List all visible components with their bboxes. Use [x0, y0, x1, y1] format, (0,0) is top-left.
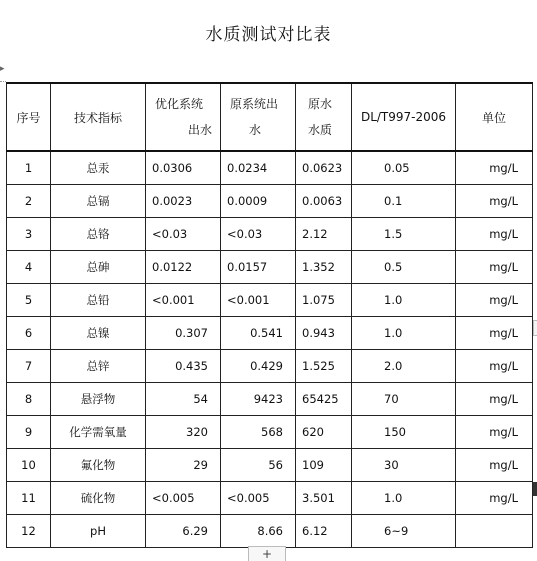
cell-unit[interactable]: mg/L	[456, 251, 533, 284]
cell-no[interactable]: 9	[7, 416, 51, 449]
cell-standard[interactable]: 150	[352, 416, 456, 449]
header-unit: 单位	[456, 83, 533, 151]
table-row[interactable]	[7, 449, 533, 482]
cell-unit[interactable]: mg/L	[456, 350, 533, 383]
cell-item[interactable]: 总锌	[51, 350, 146, 383]
cell-optimized[interactable]: 0.0122	[146, 251, 221, 284]
cell-raw[interactable]: 0.0623	[296, 151, 352, 185]
header-optimized-line1: 优化系统	[155, 97, 204, 111]
cell-optimized[interactable]: <0.03	[146, 218, 221, 251]
cell-optimized[interactable]: 0.0023	[146, 185, 221, 218]
cell-raw[interactable]: 109	[296, 449, 352, 482]
page-title: 水质测试对比表	[205, 25, 332, 45]
cell-raw[interactable]: 0.943	[296, 317, 352, 350]
table-row[interactable]	[7, 151, 533, 185]
cell-original[interactable]: 0.0234	[221, 151, 296, 185]
cell-original[interactable]: 0.0157	[221, 251, 296, 284]
cell-raw[interactable]: 1.525	[296, 350, 352, 383]
cell-no[interactable]: 4	[7, 251, 51, 284]
cell-standard[interactable]: 2.0	[352, 350, 456, 383]
header-raw	[296, 83, 352, 151]
add-row-button[interactable]: +	[248, 546, 286, 561]
cell-standard[interactable]: 1.0	[352, 482, 456, 515]
cell-original[interactable]: 0.0009	[221, 185, 296, 218]
cell-original[interactable]: 568	[221, 416, 296, 449]
cell-no[interactable]: 8	[7, 383, 51, 416]
table-row[interactable]	[7, 383, 533, 416]
cell-unit[interactable]: mg/L	[456, 218, 533, 251]
cell-no[interactable]: 2	[7, 185, 51, 218]
header-raw-line1: 原水	[308, 97, 333, 111]
cell-standard[interactable]: 1.0	[352, 284, 456, 317]
cell-unit[interactable]: mg/L	[456, 151, 533, 185]
cell-original[interactable]: 9423	[221, 383, 296, 416]
cell-raw[interactable]: 620	[296, 416, 352, 449]
cell-original[interactable]: <0.03	[221, 218, 296, 251]
cell-no[interactable]: 1	[7, 151, 51, 185]
cell-original[interactable]: 56	[221, 449, 296, 482]
cell-optimized[interactable]: <0.001	[146, 284, 221, 317]
cell-item[interactable]: 氟化物	[51, 449, 146, 482]
table-row[interactable]	[7, 185, 533, 218]
cell-item[interactable]: 硫化物	[51, 482, 146, 515]
cell-standard[interactable]: 0.05	[352, 151, 456, 185]
cell-unit[interactable]: mg/L	[456, 284, 533, 317]
cell-raw[interactable]: 1.075	[296, 284, 352, 317]
cell-optimized[interactable]: 0.0306	[146, 151, 221, 185]
header-original	[221, 83, 296, 151]
cell-optimized[interactable]: 0.435	[146, 350, 221, 383]
cell-item[interactable]: 总镉	[51, 185, 146, 218]
header-raw-line2: 水质	[308, 123, 333, 137]
header-item: 技术指标	[51, 83, 146, 151]
cell-optimized[interactable]: 6.29	[146, 515, 221, 548]
cell-optimized[interactable]: 54	[146, 383, 221, 416]
cell-unit[interactable]: mg/L	[456, 383, 533, 416]
cell-no[interactable]: 5	[7, 284, 51, 317]
header-original-line1: 原系统出	[230, 97, 279, 111]
table-row[interactable]	[7, 251, 533, 284]
cell-unit[interactable]: mg/L	[456, 482, 533, 515]
cell-standard[interactable]: 1.5	[352, 218, 456, 251]
cell-no[interactable]: 3	[7, 218, 51, 251]
cell-item[interactable]: 总砷	[51, 251, 146, 284]
cell-item[interactable]: 总镍	[51, 317, 146, 350]
cell-item[interactable]: 总铬	[51, 218, 146, 251]
cell-optimized[interactable]: 0.307	[146, 317, 221, 350]
table-row[interactable]	[7, 317, 533, 350]
cell-unit[interactable]: mg/L	[456, 185, 533, 218]
cell-item[interactable]: 悬浮物	[51, 383, 146, 416]
table-row[interactable]	[7, 218, 533, 251]
cell-raw[interactable]: 3.501	[296, 482, 352, 515]
header-original-line2: 水	[249, 123, 262, 137]
comparison-table[interactable]	[6, 82, 533, 548]
cell-unit[interactable]: mg/L	[456, 449, 533, 482]
table-row[interactable]	[7, 515, 533, 548]
cell-raw[interactable]: 2.12	[296, 218, 352, 251]
table-row[interactable]	[7, 482, 533, 515]
cell-no[interactable]: 11	[7, 482, 51, 515]
cell-item[interactable]: pH	[51, 515, 146, 548]
cell-unit[interactable]: mg/L	[456, 317, 533, 350]
table-body	[7, 151, 533, 548]
cell-standard[interactable]: 70	[352, 383, 456, 416]
header-optimized-line2: 出水	[187, 123, 212, 137]
cell-standard[interactable]: 0.1	[352, 185, 456, 218]
header-standard: DL/T997-2006	[352, 83, 456, 151]
table-row[interactable]	[7, 350, 533, 383]
cell-raw[interactable]: 6.12	[296, 515, 352, 548]
cell-raw[interactable]: 65425	[296, 383, 352, 416]
cell-unit[interactable]	[456, 515, 533, 548]
header-optimized	[146, 83, 221, 151]
cell-original[interactable]: 0.429	[221, 350, 296, 383]
cell-standard[interactable]: 0.5	[352, 251, 456, 284]
cell-standard[interactable]: 6~9	[352, 515, 456, 548]
table-header-row	[7, 83, 533, 151]
resize-handle[interactable]	[533, 320, 537, 336]
scroll-handle[interactable]	[533, 482, 537, 496]
table-row[interactable]	[7, 416, 533, 449]
cell-original[interactable]: <0.001	[221, 284, 296, 317]
cell-original[interactable]: 8.66	[221, 515, 296, 548]
row-marker-icon[interactable]: ▸	[0, 64, 5, 74]
table-row[interactable]	[7, 284, 533, 317]
cell-original[interactable]: <0.005	[221, 482, 296, 515]
cell-optimized[interactable]: 320	[146, 416, 221, 449]
cell-no[interactable]: 7	[7, 350, 51, 383]
cell-original[interactable]: 0.541	[221, 317, 296, 350]
cell-item[interactable]: 总汞	[51, 151, 146, 185]
cell-no[interactable]: 12	[7, 515, 51, 548]
cell-optimized[interactable]: <0.005	[146, 482, 221, 515]
cell-raw[interactable]: 0.0063	[296, 185, 352, 218]
cell-no[interactable]: 6	[7, 317, 51, 350]
cell-unit[interactable]: mg/L	[456, 416, 533, 449]
cell-standard[interactable]: 1.0	[352, 317, 456, 350]
cell-item[interactable]: 化学需氧量	[51, 416, 146, 449]
cell-raw[interactable]: 1.352	[296, 251, 352, 284]
cell-no[interactable]: 10	[7, 449, 51, 482]
header-no: 序号	[7, 83, 51, 151]
cell-item[interactable]: 总铅	[51, 284, 146, 317]
cell-standard[interactable]: 30	[352, 449, 456, 482]
cell-optimized[interactable]: 29	[146, 449, 221, 482]
